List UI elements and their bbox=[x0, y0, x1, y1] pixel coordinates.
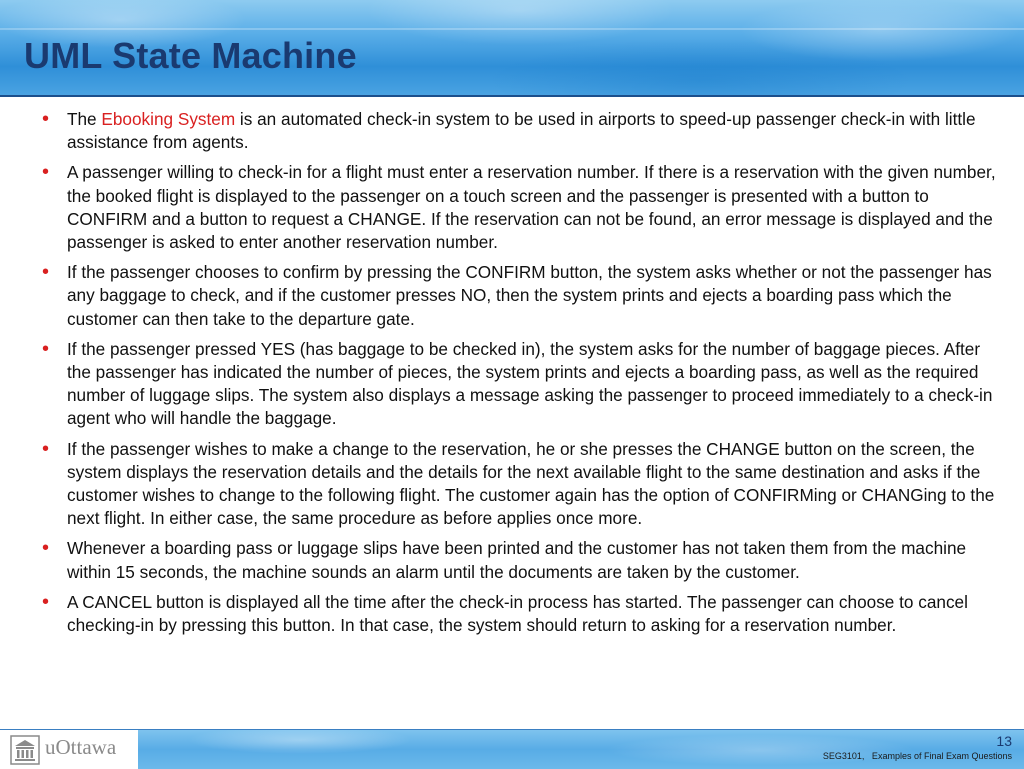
bullet-icon: • bbox=[42, 337, 50, 360]
bullet-item bbox=[40, 108, 1005, 154]
highlighted-term: Ebooking System bbox=[101, 109, 236, 129]
bullet-icon: • bbox=[42, 261, 50, 284]
bullet-text: If the passenger wishes to make a change to the reservation, he or she presses the CHANGE button on the screen, the system displays the reservation details and the details for the next available flight to the same destination and asks if the customer wishes to change to the following flight. The customer again has the option of CONFIRMing or CHANGing to the next flight. In either case, the same procedure as before applies once more. bbox=[67, 438, 995, 529]
bullet-text-pre: The bbox=[67, 109, 102, 129]
logo-text: uOttawa bbox=[45, 735, 117, 759]
bullet-icon: • bbox=[42, 161, 50, 184]
bullet-text: Whenever a boarding pass or luggage slips have been printed and the customer has not taken them from the machine within 15 seconds, the machine sounds an alarm until the documents are taken by the customer. bbox=[67, 538, 967, 582]
bullet-text: If the passenger chooses to confirm by pressing the CONFIRM button, the system asks whether or not the passenger has any baggage to check, and if the customer presses NO, then the system prints and ejects a boarding pass which the customer can then take to the departure gate. bbox=[67, 262, 992, 329]
bullet-text: A CANCEL button is displayed all the time after the check-in process has started. The passenger can choose to cancel checking-in by pressing this button. In that case, the system should return to asking for a reservation number. bbox=[67, 591, 968, 636]
course-label: SEG3101, Examples of Final Exam Questions bbox=[822, 751, 1012, 761]
bullet-text-post: is an automated check-in system to be used in airports to speed-up passenger check-in with little assistance from agents. bbox=[67, 109, 976, 153]
slide-header bbox=[0, 0, 1024, 97]
slide-title: UML State Machine bbox=[24, 35, 357, 76]
bullet-icon: • bbox=[42, 537, 50, 560]
bullet-item bbox=[40, 338, 1005, 431]
bullet-item bbox=[40, 438, 1005, 531]
bullet-icon: • bbox=[42, 108, 50, 130]
uottawa-logo bbox=[0, 730, 138, 769]
bullet-list bbox=[40, 108, 1005, 644]
bullet-text: A passenger willing to check-in for a flight must enter a reservation number. If there is a reservation with the given number, the booked flight is displayed to the passenger on a touch screen and the passenger is presented with a button to CONFIRM and a button to request a CHANGE. If the reservation can not be found, an error message is displayed and the passenger is asked to enter another reservation number. bbox=[67, 162, 996, 253]
bullet-item bbox=[40, 537, 1005, 583]
bullet-icon: • bbox=[42, 437, 50, 460]
bullet-item bbox=[40, 161, 1005, 254]
bullet-item bbox=[40, 591, 1005, 637]
bullet-icon: • bbox=[42, 590, 50, 613]
page-number: 13 bbox=[996, 733, 1012, 749]
slide-footer bbox=[0, 729, 1024, 769]
bullet-text: If the passenger pressed YES (has baggage to be checked in), the system asks for the number of baggage pieces. After the passenger has indicated the number of pieces, the system prints and ejects a boarding pass, as well as the required number of luggage slips. The system also displays a message asking the passenger to proceed immediately to a check-in agent who will handle the baggage. bbox=[67, 338, 993, 429]
bullet-item bbox=[40, 261, 1005, 331]
building-columns-icon bbox=[10, 735, 40, 765]
